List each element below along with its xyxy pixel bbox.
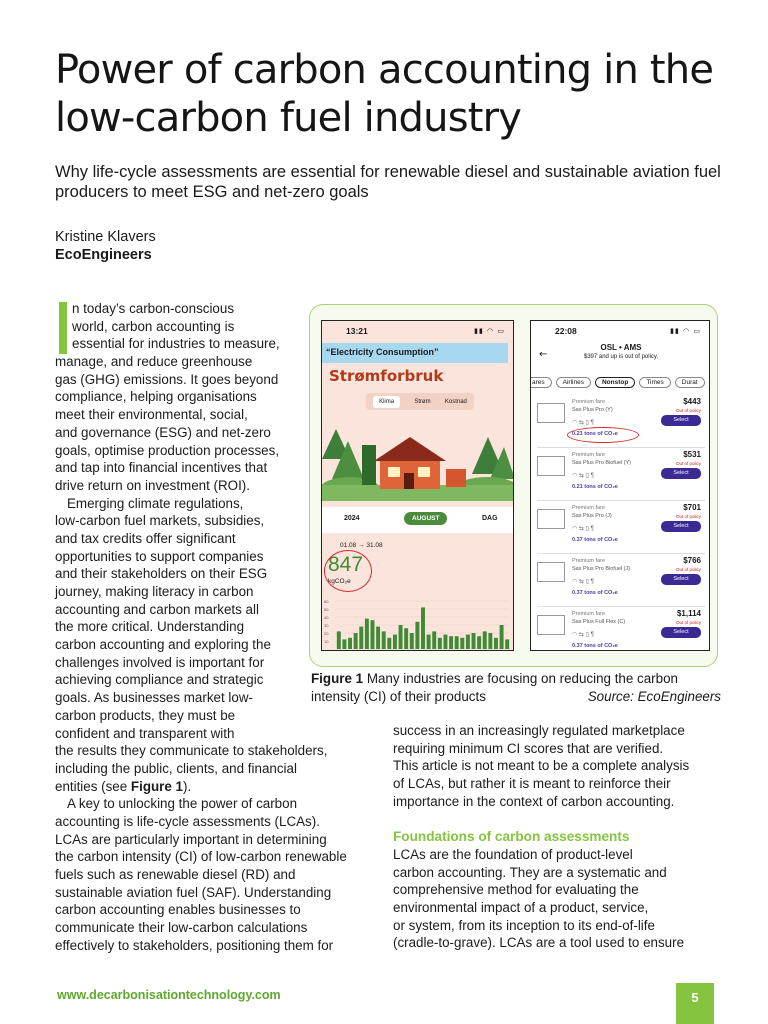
text-line: the carbon intensity (CI) of low-carbon renewable — [55, 849, 347, 865]
text-line: including the public, clients, and financial — [55, 760, 297, 776]
fare-price: $766 — [683, 556, 701, 565]
y-tick-label: 20 — [324, 631, 329, 636]
year-selector: 2024 — [344, 515, 360, 522]
text-line: carbon accounting. They are a systematic and — [393, 864, 667, 880]
text-fragment: entities (see — [55, 778, 131, 794]
month-selector: AUGUST — [404, 512, 447, 525]
route-title: OSL • AMS — [600, 343, 642, 352]
text-line: the more critical. Understanding — [55, 619, 245, 635]
policy-note: $397 and up is out of policy. — [583, 354, 659, 360]
text-line: world, carbon accounting is — [72, 318, 235, 334]
text-line: accounting is life-cycle assessments (LCAs). — [55, 813, 320, 829]
chart-bar — [365, 619, 369, 649]
chart-bar — [477, 636, 481, 649]
caption-line-1 — [311, 670, 721, 688]
caption-text: Many industries are focusing on reducing the carbon — [366, 671, 678, 686]
fare-type: Premium fare — [572, 558, 606, 564]
text-line: carbon products, they must be — [55, 707, 236, 723]
segmented-control — [366, 393, 474, 410]
text-line: compliance, helping organisations — [55, 389, 257, 405]
filter-chip: Airlines — [556, 377, 591, 388]
policy-status: Out of policy — [675, 514, 701, 519]
text-line: environmental impact of a product, service, — [393, 899, 649, 915]
co2-value: 0.37 tons of CO₂e — [572, 537, 618, 543]
article-subtitle: Why life-cycle assessments are essential for renewable diesel and sustainable aviation fuel producers to meet ESG and net-zero goals — [55, 163, 721, 201]
text-line: journey, making literacy in carbon — [55, 584, 254, 599]
text-line: manage, and reduce greenhouse — [55, 354, 253, 370]
chart-bar — [354, 633, 358, 649]
text-line — [55, 778, 385, 796]
text-line: n today’s carbon-conscious — [72, 301, 235, 316]
chart-bar — [460, 638, 464, 649]
period-selector: DAG — [482, 515, 498, 522]
policy-status: Out of policy — [675, 408, 701, 413]
amenity-icons: ◠ ⇆ ▯ ¶ — [572, 632, 594, 638]
seat-image — [537, 562, 565, 582]
chart-bar — [505, 639, 509, 649]
text-line: low-carbon fuel markets, subsidies, — [55, 513, 265, 529]
text-line: goals, optimise production processes, — [55, 442, 280, 458]
chart-bar — [359, 627, 363, 649]
amenity-icons: ◠ ⇆ ▯ ¶ — [572, 579, 594, 585]
text-line: the results they communicate to stakeholders, — [55, 743, 328, 759]
phone-screenshot-electricity — [321, 320, 514, 651]
chart-bar — [393, 635, 397, 649]
section-heading: Foundations of carbon assessments — [393, 829, 630, 845]
text-line: drive return on investment (ROI). — [55, 477, 250, 493]
fare-name: Sas Plus Pro (Y) — [572, 407, 613, 413]
status-icons: ▮▮ ◠ ▭ — [670, 327, 701, 335]
chart-bar — [443, 635, 447, 649]
highlight-circle — [324, 550, 372, 592]
chart-bar — [348, 638, 352, 649]
text-line: A key to unlocking the power of carbon — [67, 796, 298, 812]
y-tick-label: 50 — [324, 607, 329, 612]
fare-type: Premium fare — [572, 611, 606, 617]
y-tick-label: 60 — [324, 599, 329, 604]
amenity-icons: ◠ ⇆ ▯ ¶ — [572, 420, 594, 426]
fare-name: Sas Plus Pro Biofuel (Y) — [572, 460, 631, 466]
chart-bar — [382, 631, 386, 649]
status-icons: ▮▮ ◠ ▭ — [474, 327, 505, 335]
select-button: Select — [661, 574, 701, 585]
chart-bar — [410, 633, 414, 649]
text-line: (cradle-to-grave). LCAs are a tool used to ensure — [393, 935, 685, 951]
chart-bar — [342, 639, 346, 649]
chart-bar — [438, 638, 442, 649]
text-line: goals. As businesses market low- — [55, 690, 253, 706]
text-line: importance in the context of carbon accounting. — [393, 793, 675, 809]
emissions-unit: kgCO₂e — [328, 578, 351, 585]
tab-strom: Strøm — [414, 398, 431, 405]
app-screen-title: Strømforbruk — [329, 367, 444, 385]
chart-bar — [494, 638, 498, 649]
amenity-icons: ◠ ⇆ ▯ ¶ — [572, 526, 594, 532]
seat-image — [537, 456, 565, 476]
y-tick-label: 10 — [324, 639, 329, 644]
text-line: challenges involved is important for — [55, 654, 265, 670]
spacer — [393, 810, 723, 828]
flight-offer — [537, 501, 705, 554]
fare-price: $531 — [683, 450, 701, 459]
footer-website-link[interactable]: www.decarbonisationtechnology.com — [57, 988, 281, 1002]
text-line: accounting and carbon markets all — [55, 601, 259, 617]
chart-bar — [500, 625, 504, 649]
flight-offer — [537, 554, 705, 607]
text-line: opportunities to support companies — [55, 548, 264, 564]
status-bar-time: 13:21 — [346, 326, 368, 336]
translation-label: “Electricity Consumption” — [322, 343, 508, 363]
text-line: carbon accounting and exploring the — [55, 637, 271, 653]
co2-value: 0.21 tons of CO₂e — [572, 431, 618, 437]
fare-price: $1,114 — [676, 609, 701, 618]
author-name: Kristine Klavers — [55, 229, 156, 245]
policy-status: Out of policy — [675, 567, 701, 572]
house-illustration — [322, 419, 514, 501]
fare-name: Sas Plus Full Flex (C) — [572, 619, 626, 625]
text-line: effectively to stakeholders, positioning them for — [55, 937, 334, 953]
text-line: meet their environmental, social, — [55, 407, 248, 423]
text-line: and their stakeholders on their ESG — [55, 566, 268, 582]
filter-chip: Times — [639, 377, 670, 388]
policy-status: Out of policy — [675, 620, 701, 625]
fare-name: Sas Plus Pro (J) — [572, 513, 612, 519]
y-tick-label: 30 — [324, 623, 329, 628]
fare-type: Premium fare — [572, 505, 606, 511]
back-arrow-icon: ← — [539, 349, 548, 360]
text-line: and tax credits offer significant — [55, 530, 236, 546]
text-line: of LCAs, but rather it is meant to reinforce their — [393, 776, 671, 792]
phone-screenshot-flights — [530, 320, 710, 651]
tab-klima: Klima — [373, 396, 400, 408]
text-line: carbon accounting enables businesses to — [55, 902, 301, 918]
chart-bar — [472, 633, 476, 649]
caption-line-2: intensity (CI) of their products — [311, 688, 486, 704]
select-button: Select — [661, 521, 701, 532]
text-fragment: ). — [183, 778, 192, 794]
filter-chips — [530, 377, 705, 388]
fare-type: Premium fare — [572, 399, 606, 405]
figure-source: Source: EcoEngineers — [587, 688, 721, 704]
chart-bar — [483, 631, 487, 649]
chart-bar — [449, 636, 453, 649]
text-line: sustainable aviation fuel (SAF). Understanding — [55, 884, 332, 900]
co2-value: 0.37 tons of CO₂e — [572, 590, 618, 596]
chart-bar — [488, 633, 492, 649]
figure-label: Figure 1 — [311, 671, 364, 686]
chart-bar — [399, 625, 403, 649]
filter-chip-active: Nonstop — [595, 377, 635, 388]
page-number: 5 — [676, 983, 714, 1024]
chart-bar — [466, 635, 470, 649]
text-line: essential for industries to measure, — [72, 336, 280, 352]
co2-value: 0.37 tons of CO₂e — [572, 643, 618, 649]
chart-bar — [455, 636, 459, 649]
highlight-circle — [567, 427, 639, 443]
filter-chip: ares — [530, 377, 552, 388]
figure-reference: Figure 1 — [130, 778, 184, 794]
chart-bar — [415, 622, 419, 649]
text-line: gas (GHG) emissions. It goes beyond — [55, 371, 279, 387]
chart-bar — [421, 607, 425, 649]
chart-bar — [387, 638, 391, 649]
period-controls — [322, 507, 514, 533]
select-button: Select — [661, 468, 701, 479]
figure-1-panel — [309, 304, 718, 667]
text-line: and tap into financial incentives that — [55, 460, 268, 476]
select-button: Select — [661, 627, 701, 638]
text-line: and governance (ESG) and net-zero — [55, 424, 271, 440]
select-button: Select — [661, 415, 701, 426]
fare-price: $701 — [683, 503, 701, 512]
body-column-2 — [393, 722, 723, 952]
text-line: LCAs are the foundation of product-level — [393, 846, 633, 862]
seat-image — [537, 509, 565, 529]
policy-status: Out of policy — [675, 461, 701, 466]
fare-type: Premium fare — [572, 452, 606, 458]
chart-bar — [432, 631, 436, 649]
chart-bar — [427, 635, 431, 649]
chart-bar — [337, 631, 341, 649]
text-line: requiring minimum CI scores that are verified. — [393, 740, 664, 756]
text-line: fuels such as renewable diesel (RD) and — [55, 867, 296, 882]
flight-offer — [537, 607, 705, 651]
seat-image — [537, 403, 565, 423]
total-emissions-value: 847 — [328, 553, 364, 576]
text-line: success in an increasingly regulated marketplace — [393, 723, 685, 738]
filter-chip: Durat — [675, 377, 705, 388]
y-tick-label: 40 — [324, 615, 329, 620]
chart-bar — [376, 627, 380, 649]
text-line: Emerging climate regulations, — [67, 495, 244, 511]
flight-offer — [537, 395, 705, 448]
flight-offer — [537, 448, 705, 501]
daily-emissions-bar-chart — [322, 599, 514, 651]
text-line: communicate their low-carbon calculations — [55, 920, 308, 936]
fare-name: Sas Plus Pro Biofuel (J) — [572, 566, 631, 572]
date-range: 01.08 → 31.08 — [340, 542, 383, 549]
text-line: LCAs are particularly important in determining — [55, 831, 327, 847]
article-title: Power of carbon accounting in the low-carbon fuel industry — [55, 47, 714, 141]
text-line: confident and transparent with — [55, 725, 235, 741]
text-line: achieving compliance and strategic — [55, 672, 264, 688]
text-line: comprehensive method for evaluating the — [393, 882, 639, 898]
author-organization: EcoEngineers — [55, 247, 152, 263]
chart-bar — [371, 620, 375, 649]
fare-price: $443 — [683, 397, 701, 406]
figure-caption — [311, 670, 721, 705]
text-line: This article is not meant to be a complete analysis — [393, 758, 690, 774]
status-bar-time: 22:08 — [555, 326, 577, 336]
text-line: or system, from its inception to its end-of-life — [393, 917, 655, 933]
chart-bar — [404, 628, 408, 649]
amenity-icons: ◠ ⇆ ▯ ¶ — [572, 473, 594, 479]
co2-value: 0.21 tons of CO₂e — [572, 484, 618, 490]
seat-image — [537, 615, 565, 635]
tab-kostnad: Kostnad — [444, 398, 467, 405]
